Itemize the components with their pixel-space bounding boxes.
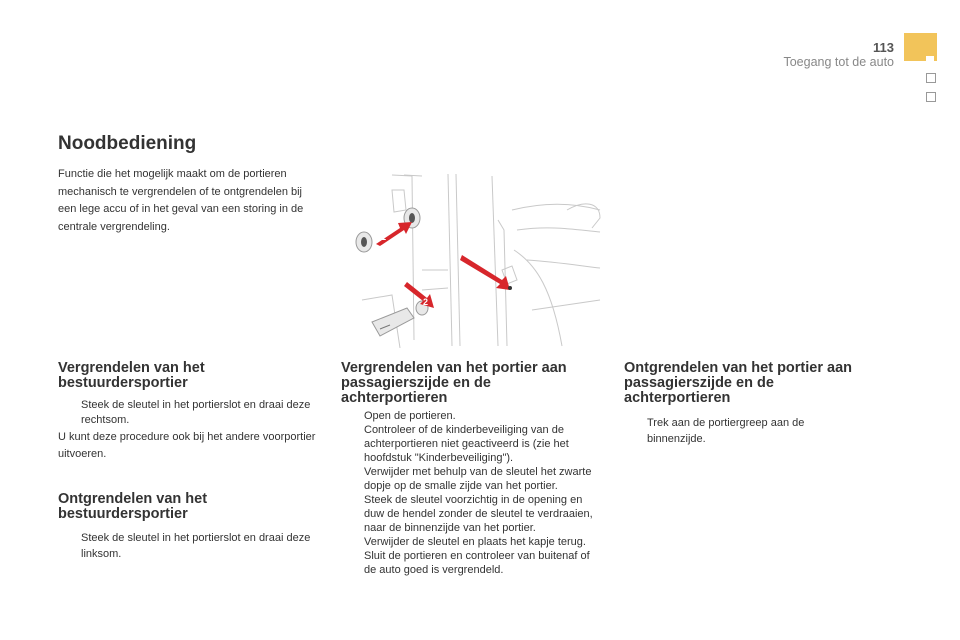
list-item: Steek de sleutel in het portierslot en draai deze rechtsom.	[81, 399, 311, 426]
section-lock-driver	[58, 398, 320, 463]
section-unlock-passenger	[624, 415, 844, 447]
section-unlock-driver	[58, 530, 320, 562]
page-number: 113	[873, 40, 894, 55]
intro-text: Functie die het mogelijk maakt om de portieren mechanisch te vergrendelen of te ontgrendelen bij een lege accu of in het geval van een storing in de centrale vergrendeling.	[58, 168, 304, 233]
chapter-tab-empty-1[interactable]	[926, 73, 936, 83]
callout-1: 1	[381, 232, 387, 242]
chapter-tab-empty-2[interactable]	[926, 92, 936, 102]
section-lock-passenger	[341, 409, 603, 577]
callout-2: 2	[423, 297, 429, 307]
door-lock-illustration	[352, 170, 602, 348]
section-title-lock-driver: Vergrendelen van het bestuurdersportier	[58, 360, 205, 391]
section-title-unlock-passenger: Ontgrendelen van het portier aan passagierszijde en de achterportieren	[624, 360, 853, 406]
note-text: U kunt deze procedure ook bij het andere voorportier uitvoeren.	[58, 431, 316, 460]
list-item: Steek de sleutel in het portierslot en draai deze linksom.	[81, 532, 311, 560]
section-title-unlock-driver: Ontgrendelen van het bestuurdersportier	[58, 491, 208, 522]
list-item: Sluit de portieren en controleer van buitenaf of de auto goed is vergrendeld.	[364, 550, 590, 576]
section-title-lock-passenger: Vergrendelen van het portier aan passagierszijde en de achterportieren	[341, 360, 567, 406]
list-item: Steek de sleutel voorzichtig in de opening en duw de hendel zonder de sleutel te verdraaien, naar de binnenzijde van het portier.	[364, 494, 593, 534]
list-item: Open de portieren.	[364, 410, 456, 422]
page-title: Noodbediening	[58, 133, 197, 154]
chapter-title: Toegang tot de auto	[783, 55, 894, 69]
list-item: Verwijder met behulp van de sleutel het zwarte dopje op de smalle zijde van het portier.	[364, 466, 592, 492]
chapter-tab-marker	[926, 56, 934, 63]
list-item: Controleer of de kinderbeveiliging van de achterportieren niet geactiveerd is (zie het hoofdstuk "Kinderbeveiliging").	[364, 424, 569, 464]
list-item: Trek aan de portiergreep aan de binnenzijde.	[647, 417, 805, 445]
list-item: Verwijder de sleutel en plaats het kapje terug.	[364, 536, 586, 548]
